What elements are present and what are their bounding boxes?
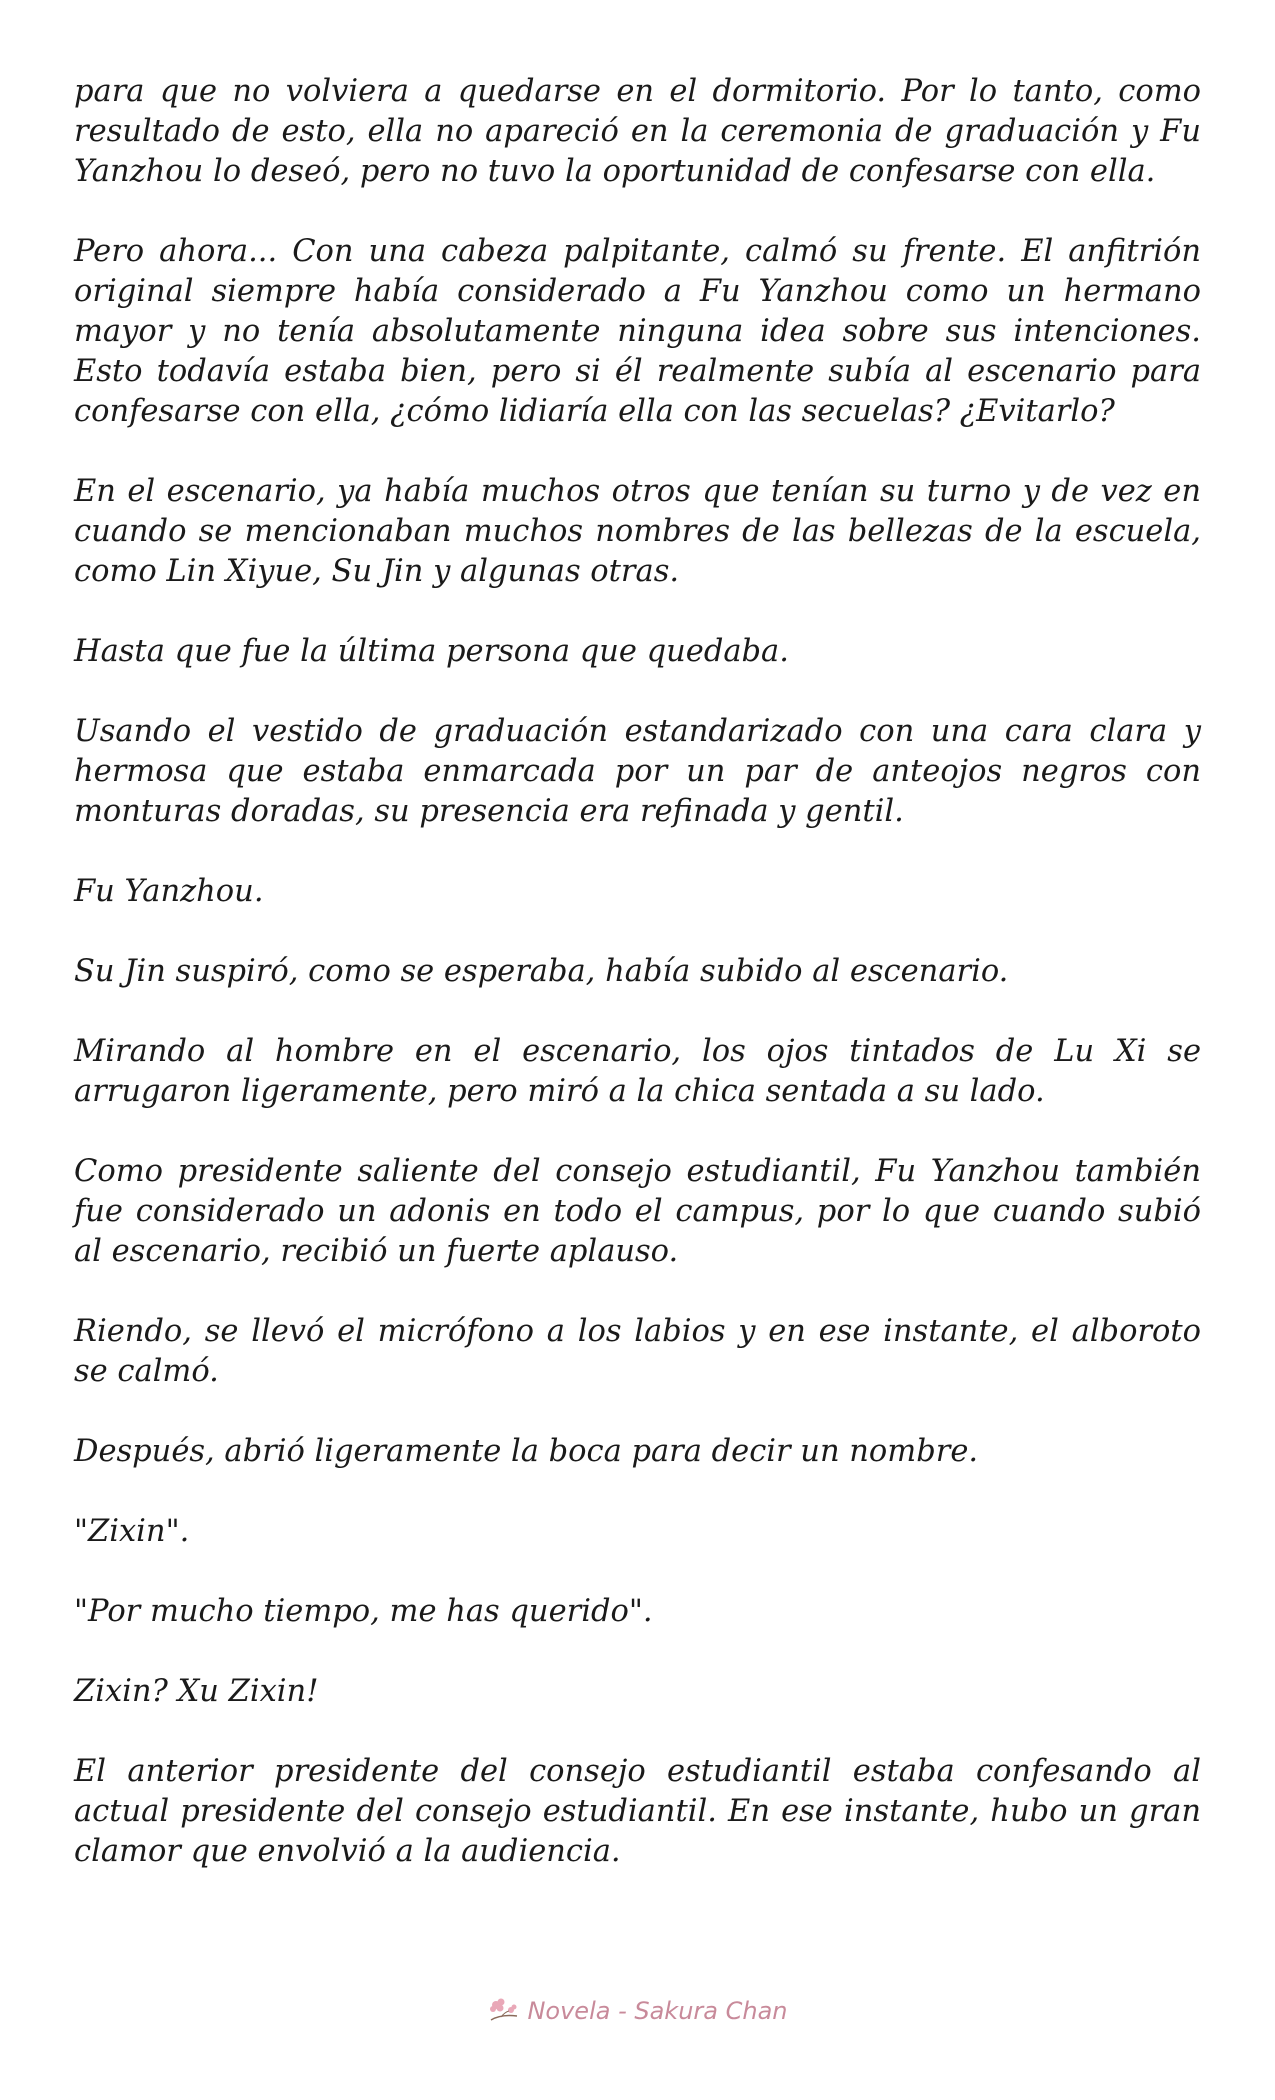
paragraph-3: En el escenario, ya había muchos otros que tenían su turno y de vez en cuando se mencionaban muchos nombres de las bellezas de la escuela, como Lin Xiyue, Su Jin y algunas otras. [74,474,1201,589]
paragraph-13: "Por mucho tiempo, me has querido". [74,1594,653,1629]
paragraph-2: Pero ahora... Con una cabeza palpitante, calmó su frente. El anfitrión original siempre había considerado a Fu Yanzhou como un hermano mayor y no tenía absolutamente ninguna idea sobre sus intenciones. Esto todavía estaba bien, pero si él realmente subía al escenario para confesarse con ella, ¿cómo lidiaría ella con las secuelas? ¿Evitarlo? [74,234,1201,429]
document-body [74,72,1201,1912]
paragraph-7: Su Jin suspiró, como se esperaba, había subido al escenario. [74,954,1009,989]
paragraph-11: Después, abrió ligeramente la boca para decir un nombre. [74,1434,979,1469]
paragraph-12: "Zixin". [74,1514,190,1549]
watermark-text: Novela - Sakura Chan [527,1997,788,2025]
paragraph-1: para que no volviera a quedarse en el dormitorio. Por lo tanto, como resultado de esto, ella no apareció en la ceremonia de graduación y Fu Yanzhou lo deseó, pero no tuvo la oportunidad de confesarse con ella. [74,74,1201,189]
sakura-blossom-icon [487,1996,521,2026]
paragraph-10: Riendo, se llevó el micrófono a los labios y en ese instante, el alboroto se calmó. [74,1314,1201,1389]
paragraph-8: Mirando al hombre en el escenario, los ojos tintados de Lu Xi se arrugaron ligeramente, pero miró a la chica sentada a su lado. [74,1034,1201,1109]
watermark [487,1996,787,2026]
paragraph-14: Zixin? Xu Zixin! [74,1674,319,1709]
paragraph-9: Como presidente saliente del consejo estudiantil, Fu Yanzhou también fue considerado un adonis en todo el campus, por lo que cuando subió al escenario, recibió un fuerte aplauso. [74,1154,1201,1269]
paragraph-4: Hasta que fue la última persona que quedaba. [74,634,789,669]
paragraph-15: El anterior presidente del consejo estudiantil estaba confesando al actual presidente del consejo estudiantil. En ese instante, hubo un gran clamor que envolvió a la audiencia. [74,1754,1201,1869]
footer [0,1996,1275,2036]
paragraph-5: Usando el vestido de graduación estandarizado con una cara clara y hermosa que estaba enmarcada por un par de anteojos negros con monturas doradas, su presencia era refinada y gentil. [74,714,1201,829]
paragraph-6: Fu Yanzhou. [74,874,264,909]
